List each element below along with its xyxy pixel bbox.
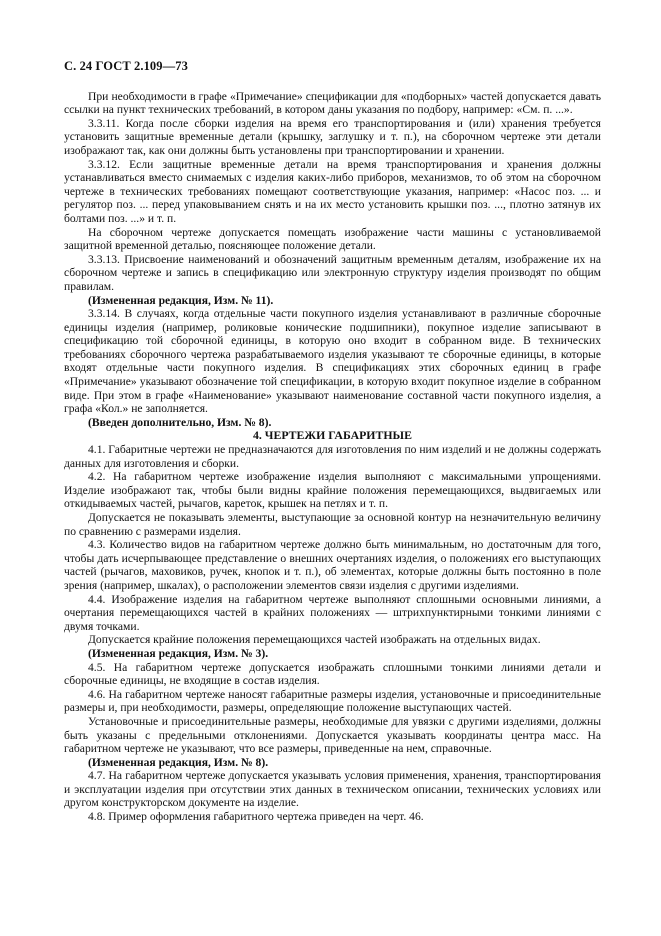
running-head: С. 24 ГОСТ 2.109—73 — [64, 59, 188, 73]
paragraph-3-3-14: 3.3.14. В случаях, когда отдельные части покупного изделия устанавливают в различные сборочные единицы изделия (например, роликовые конические подшипники), покупное изделие записывают в спецификацию той сборочной единицы, в которую оно входит в собранном виде. В технических требованиях сборочного чертежа разрабатываемого изделия указывают те сборочные единицы, в которые входят отдельные части покупного изделия. В спецификациях этих сборочных единиц в графе «Примечание» указывают обозначение той спецификации, в которую входит покупное изделие в собранном виде. При этом в графе «Наименование» указывают наименование составной части покупного изделия, а графа «Кол.» не заполняется. — [64, 307, 601, 416]
amendment-note: (Введен дополнительно, Изм. № 8). — [88, 415, 272, 429]
paragraph-mounting-dimensions: Установочные и присоединительные размеры, необходимые для увязки с другими изделиями, должны быть указаны с предельными отклонениями. Допускается указывать координаты центра масс. На габаритном чертеже не указывают, что все размеры, приведенные на нем, справочные. — [64, 714, 601, 756]
paragraph-4-6: 4.6. На габаритном чертеже наносят габаритные размеры изделия, установочные и присоединительные размеры и, при необходимости, размеры, определяющие положение выступающих частей. — [64, 687, 601, 715]
amendment-note: (Измененная редакция, Изм. № 3). — [88, 646, 269, 660]
section-heading: 4. ЧЕРТЕЖИ ГАБАРИТНЫЕ — [253, 428, 412, 443]
paragraph-3-3-13: 3.3.13. Присвоение наименований и обозначений защитным временным деталям, изображение их на сборочном чертеже и запись в спецификацию или электронную структуру изделия производят по общим правилам. — [64, 252, 601, 293]
paragraph-4-7: 4.7. На габаритном чертеже допускается указывать условия применения, хранения, транспортирования и эксплуатации изделия при отсутствии этих данных в техническом описании, технических условиях или другом конструкторском документе на изделие. — [64, 769, 601, 810]
paragraph-4-1: 4.1. Габаритные чертежи не предназначаются для изготовления по ним изделий и не должны содержать данных для изготовления и сборки. — [64, 443, 601, 470]
paragraph-allow-omit: Допускается не показывать элементы, выступающие за основной контур на незначительную величину по сравнению с размерами изделия. — [64, 511, 601, 538]
paragraph-4-2: 4.2. На габаритном чертеже изображение изделия выполняют с максимальными упрощениями. Изделие изображают так, чтобы были видны крайние положения перемещающихся, выдвигаемых или откидываемых частей, рычагов, кареток, крышек на петлях и т. п. — [64, 470, 601, 511]
paragraph-3-3-12: 3.3.12. Если защитные временные детали на время транспортирования и хранения должны устанавливаться вместо снимаемых с изделия каких-либо приборов, механизмов, то об этом на сборочном чертеже в технических требованиях помещают соответствующие указания, например: «Насос поз. ... и регулятор поз. ... перед упаковыванием снять и на их место установить крышки поз. ..., плотно затянув их болтами поз. ...» и т. п. — [64, 157, 601, 225]
paragraph-4-8: 4.8. Пример оформления габаритного чертежа приведен на черт. 46. — [88, 810, 424, 824]
paragraph-note-selection: При необходимости в графе «Примечание» спецификации для «подборных» частей допускается давать ссылки на пункт технических требований, в котором даны указания по подбору, например: «См. п. ...». — [64, 89, 601, 117]
paragraph-4-4: 4.4. Изображение изделия на габаритном чертеже выполняют сплошными основными линиями, а очертания перемещающихся частей в крайних положениях — штрихпунктирными тонкими линиями с двумя точками. — [64, 592, 601, 633]
paragraph-4-3: 4.3. Количество видов на габаритном чертеже должно быть минимальным, но достаточным для того, чтобы дать исчерпывающее представление о внешних очертаниях изделия, о положениях его выступающих частей (рычагов, маховиков, ручек, кнопок и т. п.), об элементах, которые должны быть постоянно в поле зрения (например, шкалах), о расположении элементов связи изделия с другими изделиями. — [64, 538, 601, 592]
paragraph-assembly-image: На сборочном чертеже допускается помещать изображение части машины с установливаемой защитной временной деталью, поясняющее положение детали. — [64, 225, 601, 253]
amendment-note: (Измененная редакция, Изм. № 11). — [88, 293, 274, 307]
paragraph-3-3-11: 3.3.11. Когда после сборки изделия на время его транспортирования и (или) хранения требуется установить защитные временные детали (крышку, заглушку и т. п.), на сборочном чертеже эти детали изображают так, как они должны быть установлены при транспортировании и хранении. — [64, 116, 601, 157]
paragraph-extreme-positions: Допускается крайние положения перемещающихся частей изображать на отдельных видах. — [88, 633, 541, 647]
amendment-note: (Измененная редакция, Изм. № 8). — [88, 755, 269, 769]
paragraph-4-5: 4.5. На габаритном чертеже допускается изображать сплошными тонкими линиями детали и сборочные единицы, не входящие в состав изделия. — [64, 660, 601, 688]
page-body — [64, 90, 601, 824]
